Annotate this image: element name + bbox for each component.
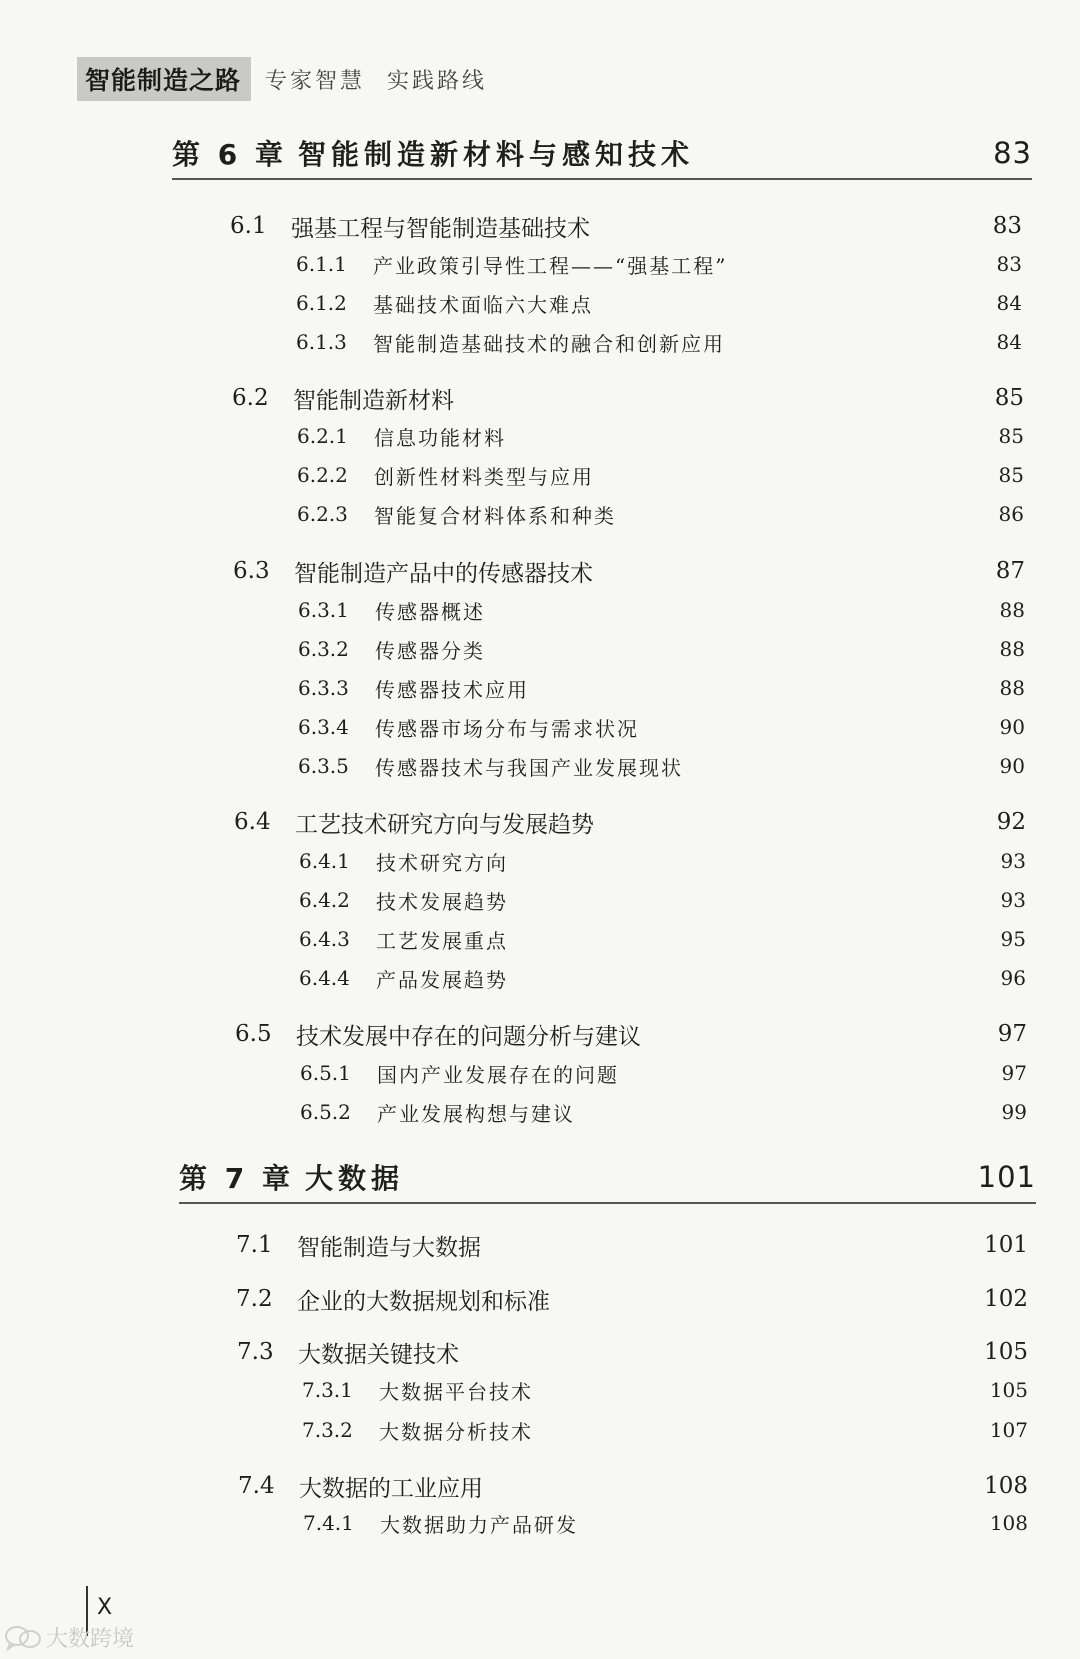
chapter-7-heading[interactable] xyxy=(179,1152,1036,1204)
toc-section[interactable] xyxy=(230,208,1022,244)
toc-subsection[interactable] xyxy=(296,246,1022,282)
entry-title: 智能制造与大数据 xyxy=(297,1234,481,1261)
entry-title: 传感器分类 xyxy=(375,638,485,663)
entry-page: 108 xyxy=(984,1473,1028,1499)
entry-number: 7.3.2 xyxy=(302,1418,353,1442)
toc-subsection[interactable] xyxy=(299,921,1026,957)
entry-page: 85 xyxy=(994,385,1024,411)
entry-page: 85 xyxy=(998,463,1024,487)
entry-page: 99 xyxy=(1001,1100,1027,1124)
toc-section[interactable] xyxy=(238,1468,1028,1504)
entry-page: 95 xyxy=(1000,927,1026,951)
chapter-number: 第 7 章 xyxy=(179,1162,294,1195)
entry-page: 84 xyxy=(996,330,1022,354)
entry-number: 6.3.1 xyxy=(298,598,349,622)
entry-page: 105 xyxy=(984,1339,1028,1365)
toc-section[interactable] xyxy=(232,380,1024,416)
entry-number: 6.4.2 xyxy=(299,888,350,912)
entry-number: 6.4.3 xyxy=(299,927,350,951)
entry-number: 7.1 xyxy=(236,1232,273,1258)
chapter-title: 智能制造新材料与感知技术 xyxy=(298,138,695,171)
entry-title: 大数据平台技术 xyxy=(379,1379,533,1404)
chapter-6-heading[interactable] xyxy=(172,128,1032,180)
entry-page: 87 xyxy=(995,558,1025,584)
toc-subsection[interactable] xyxy=(296,324,1022,360)
toc-section[interactable] xyxy=(236,1281,1028,1317)
toc-section[interactable] xyxy=(237,1334,1028,1370)
entry-page: 107 xyxy=(989,1418,1028,1442)
entry-title: 传感器技术应用 xyxy=(375,677,529,702)
toc-subsection[interactable] xyxy=(300,1094,1027,1130)
entry-number: 6.5.1 xyxy=(300,1061,351,1085)
entry-page: 97 xyxy=(1001,1061,1027,1085)
entry-title: 传感器技术与我国产业发展现状 xyxy=(375,755,683,780)
toc-subsection[interactable] xyxy=(298,631,1025,667)
book-motto xyxy=(265,64,487,95)
entry-number: 6.1.3 xyxy=(296,330,347,354)
entry-title: 技术研究方向 xyxy=(376,850,508,875)
motto-part-2: 实践路线 xyxy=(387,68,488,94)
entry-number: 6.3 xyxy=(233,558,270,584)
entry-page: 86 xyxy=(998,502,1024,526)
entry-title: 大数据关键技术 xyxy=(298,1341,459,1368)
entry-title: 技术发展中存在的问题分析与建议 xyxy=(296,1023,641,1050)
entry-title: 基础技术面临六大难点 xyxy=(373,292,593,317)
entry-page: 90 xyxy=(999,715,1025,739)
toc-subsection[interactable] xyxy=(298,709,1025,745)
entry-page: 88 xyxy=(999,676,1025,700)
entry-page: 84 xyxy=(996,291,1022,315)
entry-page: 105 xyxy=(989,1378,1028,1402)
entry-number: 6.1.2 xyxy=(296,291,347,315)
entry-number: 6.3.4 xyxy=(298,715,349,739)
entry-page: 102 xyxy=(984,1286,1028,1312)
entry-title: 国内产业发展存在的问题 xyxy=(377,1062,619,1087)
entry-number: 6.5.2 xyxy=(300,1100,351,1124)
toc-subsection[interactable] xyxy=(302,1412,1028,1448)
entry-number: 7.4.1 xyxy=(303,1511,354,1535)
entry-number: 6.5 xyxy=(235,1021,272,1047)
entry-number: 6.2.3 xyxy=(297,502,348,526)
toc-subsection[interactable] xyxy=(297,457,1024,493)
entry-number: 6.4.4 xyxy=(299,966,350,990)
toc-section[interactable] xyxy=(236,1227,1028,1263)
entry-title: 企业的大数据规划和标准 xyxy=(297,1288,550,1315)
entry-title: 大数据助力产品研发 xyxy=(380,1512,578,1537)
entry-number: 6.3.2 xyxy=(298,637,349,661)
entry-page: 90 xyxy=(999,754,1025,778)
book-title-tag: 智能制造之路 xyxy=(77,57,251,101)
toc-subsection[interactable] xyxy=(297,418,1024,454)
entry-page: 88 xyxy=(999,637,1025,661)
toc-subsection[interactable] xyxy=(302,1372,1028,1408)
entry-number: 6.2 xyxy=(232,385,269,411)
entry-title: 产业政策引导性工程——“强基工程” xyxy=(373,253,728,278)
entry-page: 93 xyxy=(1000,888,1026,912)
entry-title: 工艺技术研究方向与发展趋势 xyxy=(295,811,594,838)
chapter-page: 83 xyxy=(993,136,1032,170)
chapter-title: 大数据 xyxy=(305,1162,405,1195)
toc-subsection[interactable] xyxy=(296,285,1022,321)
entry-title: 大数据的工业应用 xyxy=(299,1475,483,1502)
entry-title: 传感器市场分布与需求状况 xyxy=(375,716,639,741)
entry-number: 7.3 xyxy=(237,1339,274,1365)
toc-section[interactable] xyxy=(233,553,1025,589)
entry-title: 强基工程与智能制造基础技术 xyxy=(291,215,590,242)
entry-title: 产品发展趋势 xyxy=(376,967,508,992)
entry-number: 6.1.1 xyxy=(296,252,347,276)
entry-title: 技术发展趋势 xyxy=(376,889,508,914)
entry-number: 7.2 xyxy=(236,1286,273,1312)
entry-page: 97 xyxy=(997,1021,1027,1047)
entry-title: 创新性材料类型与应用 xyxy=(374,464,594,489)
motto-part-1: 专家智慧 xyxy=(265,68,366,94)
entry-number: 6.4.1 xyxy=(299,849,350,873)
entry-page: 83 xyxy=(996,252,1022,276)
entry-page: 93 xyxy=(1000,849,1026,873)
entry-page: 92 xyxy=(996,809,1026,835)
entry-number: 6.3.5 xyxy=(298,754,349,778)
watermark-text: 大数跨境 xyxy=(46,1627,135,1652)
entry-title: 工艺发展重点 xyxy=(376,928,508,953)
toc-subsection[interactable] xyxy=(299,960,1026,996)
toc-subsection[interactable] xyxy=(298,670,1025,706)
entry-page: 96 xyxy=(1000,966,1026,990)
toc-subsection[interactable] xyxy=(299,843,1026,879)
watermark xyxy=(4,1622,134,1653)
entry-page: 85 xyxy=(998,424,1024,448)
toc-subsection[interactable] xyxy=(298,748,1025,784)
entry-title: 智能制造新材料 xyxy=(293,387,454,414)
entry-page: 101 xyxy=(984,1232,1028,1258)
entry-title: 智能复合材料体系和种类 xyxy=(374,503,616,528)
chapter-page: 101 xyxy=(977,1160,1036,1194)
toc-section[interactable] xyxy=(235,1016,1027,1052)
page-folio: X xyxy=(86,1586,112,1636)
entry-title: 信息功能材料 xyxy=(374,425,506,450)
entry-title: 传感器概述 xyxy=(375,599,485,624)
entry-number: 6.2.2 xyxy=(297,463,348,487)
entry-title: 大数据分析技术 xyxy=(379,1419,533,1444)
toc-subsection[interactable] xyxy=(299,882,1026,918)
entry-number: 6.3.3 xyxy=(298,676,349,700)
chat-bubble-logo-icon xyxy=(4,1624,44,1652)
entry-page: 88 xyxy=(999,598,1025,622)
entry-number: 7.4 xyxy=(238,1473,275,1499)
entry-number: 6.2.1 xyxy=(297,424,348,448)
toc-section[interactable] xyxy=(234,804,1026,840)
entry-title: 智能制造产品中的传感器技术 xyxy=(294,560,593,587)
chapter-number: 第 6 章 xyxy=(172,138,287,171)
entry-title: 智能制造基础技术的融合和创新应用 xyxy=(373,331,725,356)
toc-subsection[interactable] xyxy=(297,496,1024,532)
entry-page: 108 xyxy=(989,1511,1028,1535)
running-header xyxy=(77,60,487,98)
toc-subsection[interactable] xyxy=(303,1505,1028,1541)
entry-number: 6.1 xyxy=(230,213,267,239)
entry-page: 83 xyxy=(992,213,1022,239)
entry-title: 产业发展构想与建议 xyxy=(377,1101,575,1126)
entry-number: 7.3.1 xyxy=(302,1378,353,1402)
toc-subsection[interactable] xyxy=(298,592,1025,628)
toc-subsection[interactable] xyxy=(300,1055,1027,1091)
entry-number: 6.4 xyxy=(234,809,271,835)
